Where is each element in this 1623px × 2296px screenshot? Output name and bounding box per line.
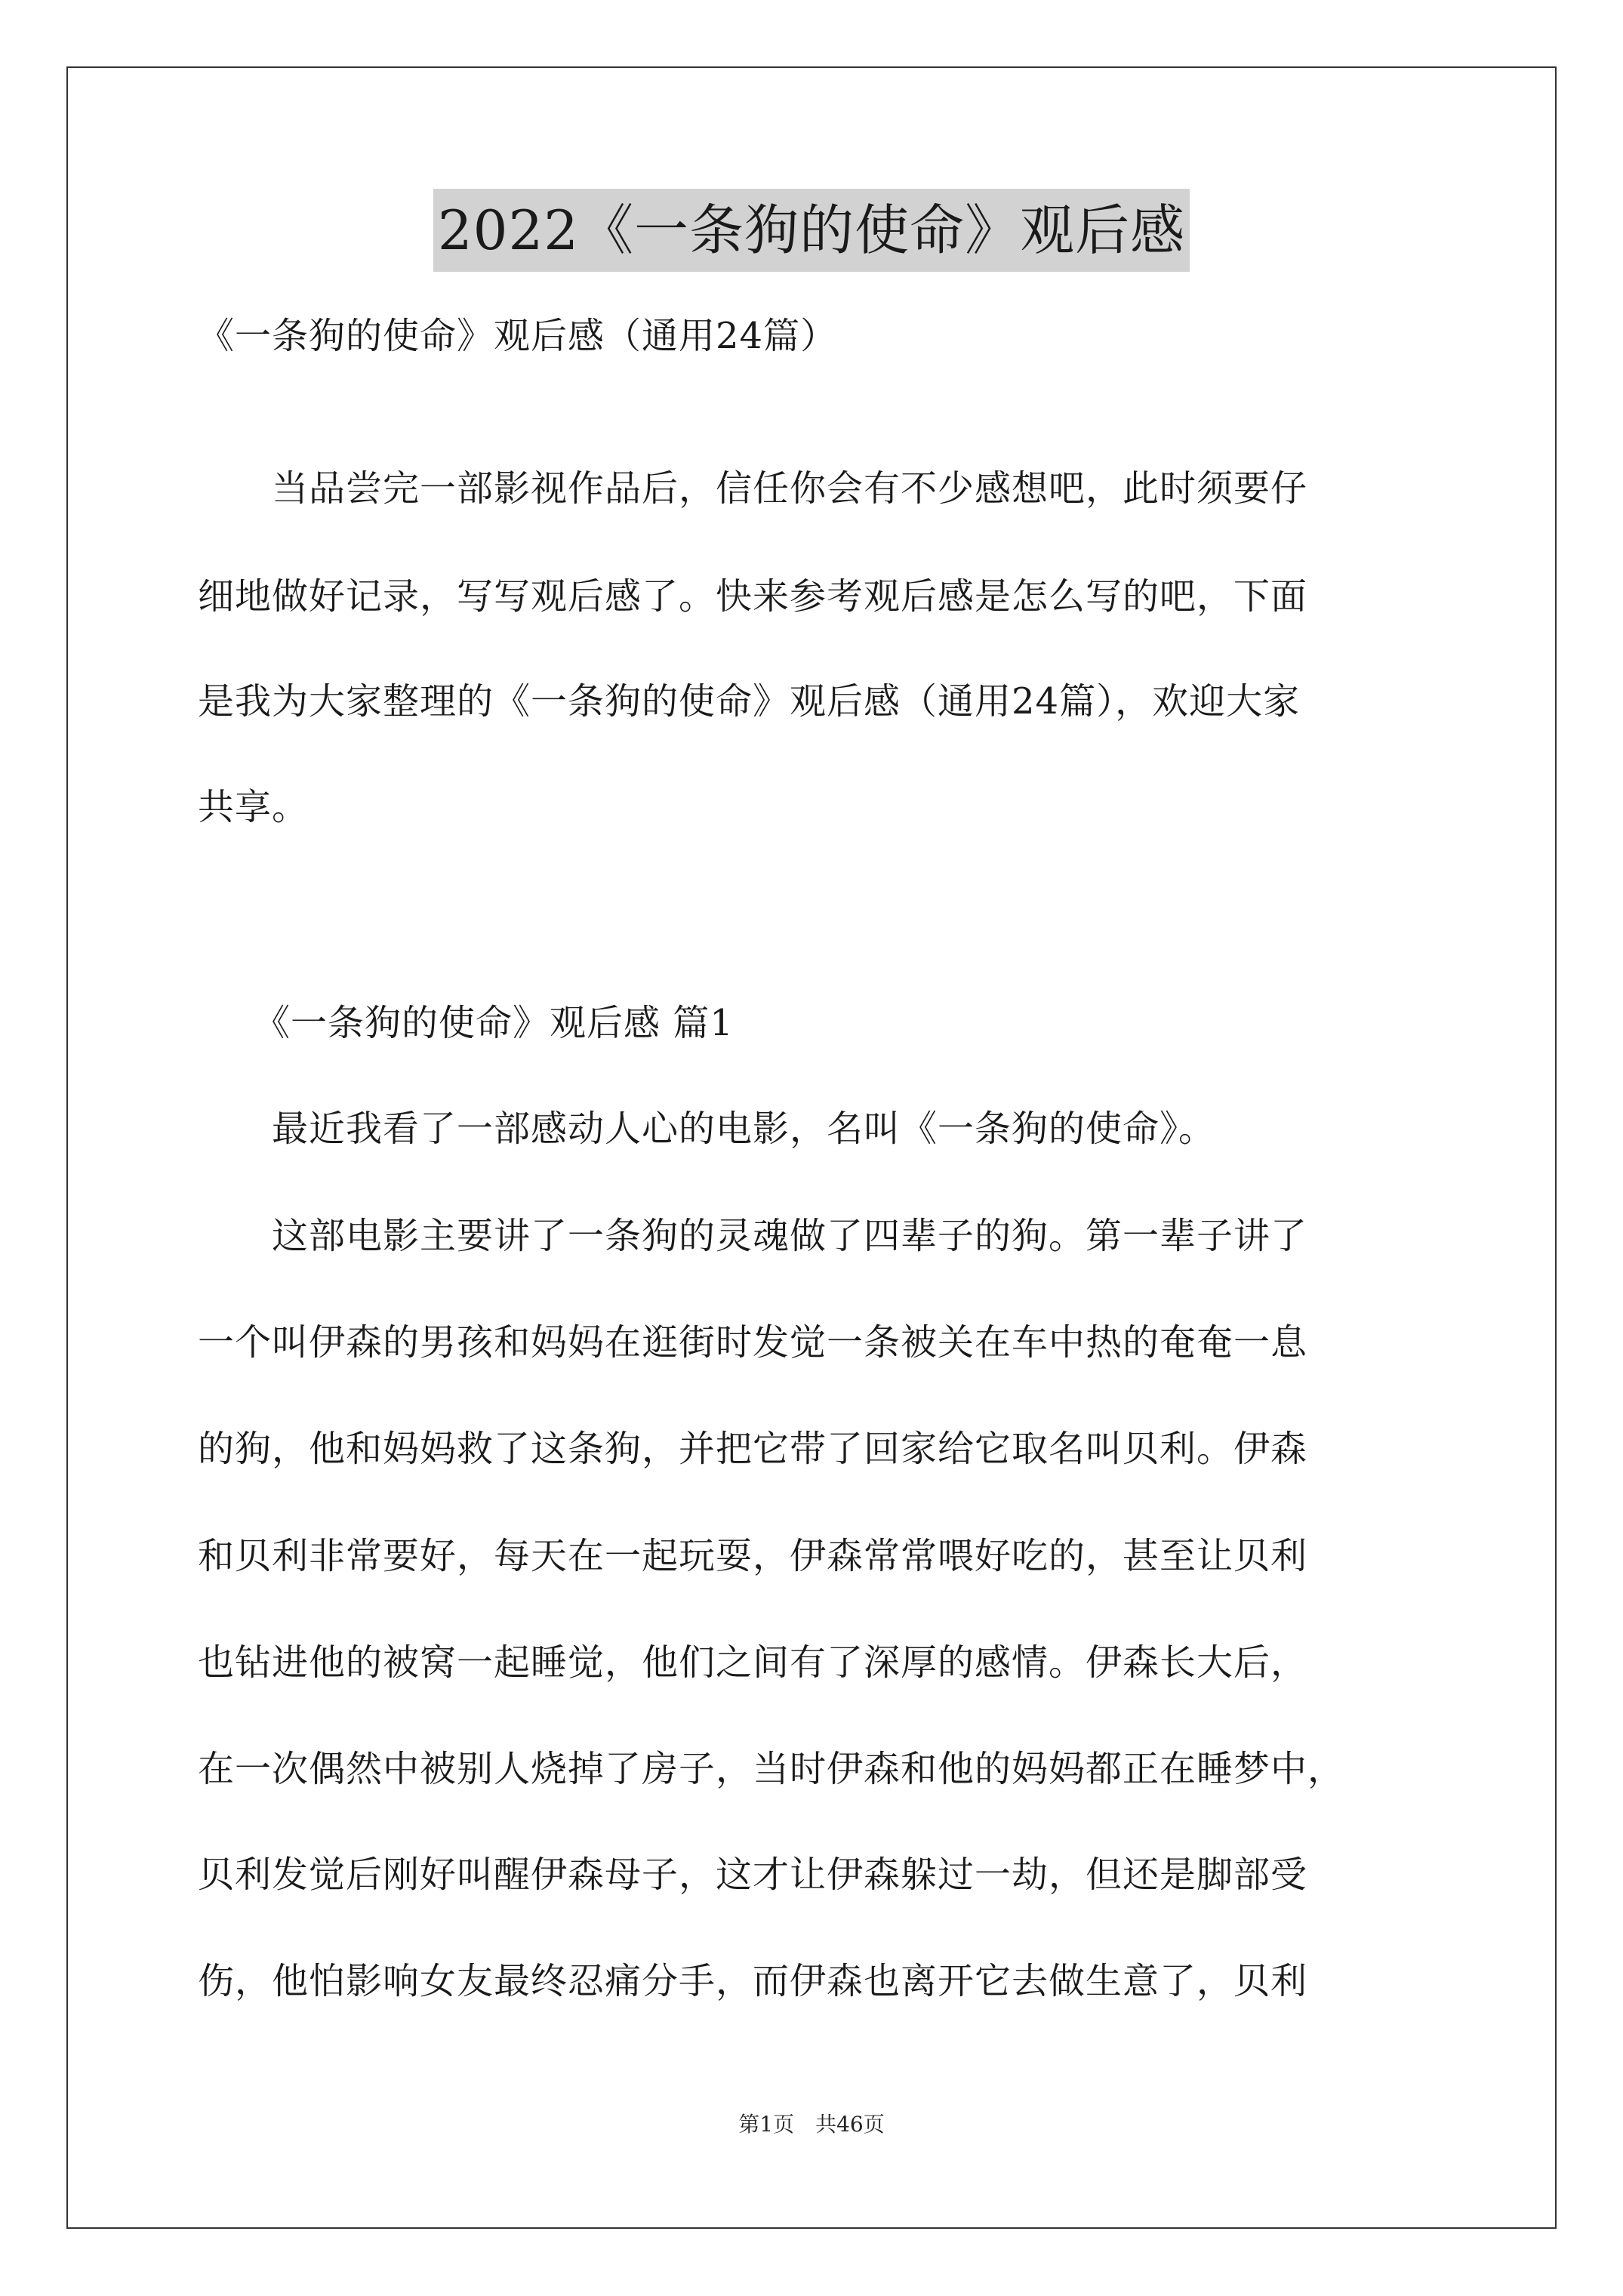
body-line-7: 在一次偶然中被别人烧掉了房子，当时伊森和他的妈妈都正在睡梦中， (198, 1748, 1345, 1790)
body-line-6: 也钻进他的被窝一起睡觉，他们之间有了深厚的感情。伊森长大后， (198, 1641, 1308, 1684)
section-heading: 《一条狗的使命》观后感 篇1 (198, 1002, 734, 1044)
body-line-5: 和贝利非常要好，每天在一起玩耍，伊森常常喂好吃的，甚至让贝利 (198, 1535, 1308, 1577)
intro-line-2: 细地做好记录，写写观后感了。快来参考观后感是怎么写的吧，下面 (198, 575, 1308, 618)
body-line-1: 最近我看了一部感动人心的电影，名叫《一条狗的使命》。 (198, 1108, 1216, 1150)
body-line-4: 的狗，他和妈妈救了这条狗，并把它带了回家给它取名叫贝利。伊森 (198, 1428, 1308, 1470)
body-line-8: 贝利发觉后刚好叫醒伊森母子，这才让伊森躲过一劫，但还是脚部受 (198, 1854, 1308, 1896)
document-title: 2022《一条狗的使命》观后感 (433, 189, 1190, 272)
intro-line-1: 当品尝完一部影视作品后，信任你会有不少感想吧，此时须要仔 (198, 467, 1308, 510)
body-line-2: 这部电影主要讲了一条狗的灵魂做了四辈子的狗。第一辈子讲了 (198, 1215, 1308, 1257)
intro-line-3: 是我为大家整理的《一条狗的使命》观后感（通用24篇），欢迎大家 (198, 680, 1301, 723)
page-footer: 第1页 共46页 (738, 2112, 885, 2137)
intro-line-4: 共享。 (198, 786, 310, 828)
document-subtitle: 《一条狗的使命》观后感（通用24篇） (198, 315, 838, 357)
body-line-9: 伤，他怕影响女友最终忍痛分手，而伊森也离开它去做生意了，贝利 (198, 1960, 1308, 2002)
body-line-3: 一个叫伊森的男孩和妈妈在逛街时发觉一条被关在车中热的奄奄一息 (198, 1321, 1308, 1364)
title-container (0, 189, 1623, 272)
